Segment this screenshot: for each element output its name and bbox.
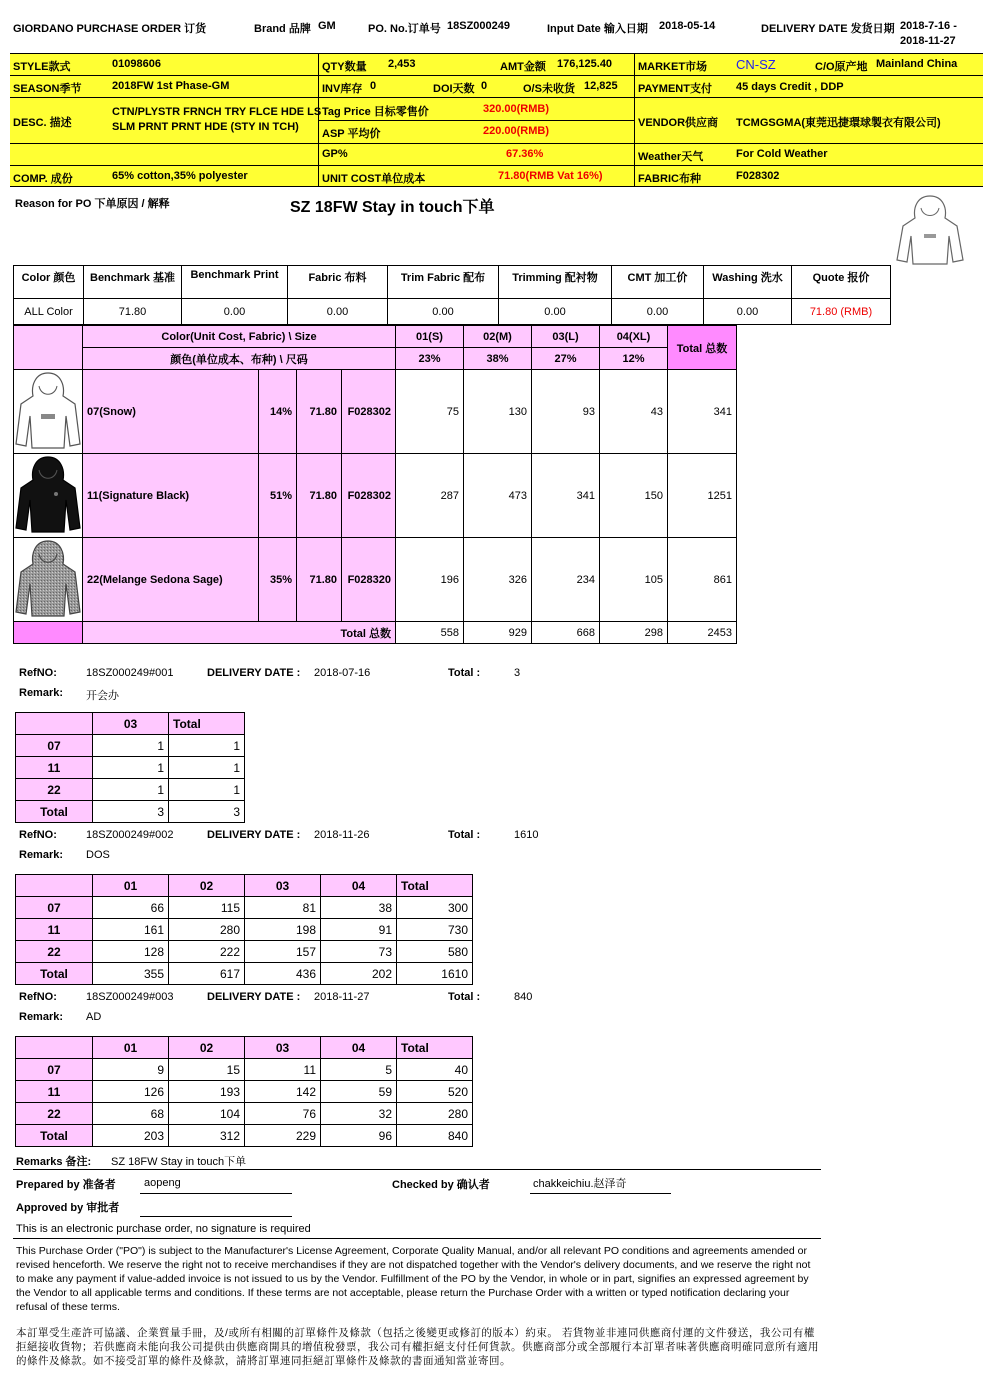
sub-cell: 1 (93, 779, 169, 801)
cost-cell: 0.00 (182, 299, 288, 325)
company-title: GIORDANO PURCHASE ORDER 订货 (13, 23, 207, 35)
sub-row-label: 11 (16, 919, 93, 941)
sub-sum: 229 (245, 1125, 321, 1147)
weather-label: Weather天气 (638, 151, 704, 163)
refno-label: RefNO: (19, 829, 57, 841)
color-name: 22(Melange Sedona Sage) (83, 538, 259, 622)
po-label: PO. No.订单号 (368, 23, 441, 35)
cost-header-quote: Quote 报价 (792, 266, 891, 299)
sub-cell: 81 (245, 897, 321, 919)
cost-header-color: Color 颜色 (14, 266, 84, 299)
tag-price-value: 320.00(RMB) (483, 103, 550, 115)
cost-header-trimming: Trimming 配衬物 (499, 266, 612, 299)
os-label: O/S未收货 (523, 83, 575, 95)
sub-sum-label: Total (16, 1125, 93, 1147)
cost-table (13, 265, 891, 325)
size-sum: 558 (396, 622, 464, 644)
sub-sum: 96 (321, 1125, 397, 1147)
sub-cell: 1 (93, 757, 169, 779)
sub-total-header: Total (397, 875, 473, 897)
origin-label: C/O原产地 (815, 61, 868, 73)
amt-value: 176,125.40 (557, 58, 613, 70)
sub-cell: 280 (169, 919, 245, 941)
size-table-title-en: Color(Unit Cost, Fabric) \ Size (83, 326, 396, 348)
total-value: 1610 (514, 829, 539, 841)
size-pct: 23% (396, 348, 464, 370)
total-value: 3 (514, 667, 521, 679)
sub-row-total: 40 (397, 1059, 473, 1081)
sub-cell: 128 (93, 941, 169, 963)
color-cost: 71.80 (297, 454, 342, 538)
size-table-title-cn: 颜色(单位成本、布种) \ 尺码 (83, 348, 396, 370)
black-hoodie-icon (14, 454, 82, 534)
sub-row-total: 520 (397, 1081, 473, 1103)
remarks-label: Remarks 备注: (16, 1156, 92, 1168)
refno-value: 18SZ000249#003 (86, 991, 174, 1003)
sub-cell: 38 (321, 897, 397, 919)
sub-total-header: Total (169, 713, 245, 735)
sub-cell: 91 (321, 919, 397, 941)
terms-chinese: 本訂單受生產許可協議、企業質量手冊，及/或所有相關的訂單條件及條款（包括之後變更或修訂的版本）約束。 若貨物並非連同供應商付運的文件發送，我公司有權拒絕接收貨物；若供應商未能向我公司提供由供應商開具的增值稅發票，我公司有權拒絕支付任何貨款。供應商部分或全部履行本訂單者味著供應商明確同意所有適用的條件及條款。如不接受訂單的條件及條款，請將訂單連同拒絕訂單條件及條款的書面通知當並寄回。 (16, 1327, 819, 1367)
sub-cell: 66 (93, 897, 169, 919)
cost-cell-quote: 71.80 (RMB) (792, 299, 891, 325)
reason-text: SZ 18FW Stay in touch下单 (290, 199, 495, 216)
grey-hoodie-icon (14, 538, 82, 618)
sub-row-label: 22 (16, 1103, 93, 1125)
sub-sum-total: 3 (169, 801, 245, 823)
size-header: 04(XL) (600, 326, 668, 348)
qty-cell: 326 (464, 538, 532, 622)
brand-label: Brand 品牌 (254, 23, 311, 35)
input-date: 2018-05-14 (659, 20, 716, 32)
cost-header-trim-fabric: Trim Fabric 配布 (388, 266, 499, 299)
delivery-label: DELIVERY DATE : (207, 829, 301, 841)
sub-col-header: 02 (169, 1037, 245, 1059)
sub-cell: 11 (245, 1059, 321, 1081)
cost-header-benchmark: Benchmark 基准 (84, 266, 182, 299)
color-pct: 35% (259, 538, 297, 622)
sub-row-label: 22 (16, 941, 93, 963)
sub-col-header: 03 (245, 1037, 321, 1059)
sub-cell: 126 (93, 1081, 169, 1103)
sub-row-label: 07 (16, 735, 93, 757)
delivery-table-003 (15, 1036, 473, 1147)
refno-value: 18SZ000249#001 (86, 667, 174, 679)
reason-label: Reason for PO 下单原因 / 解释 (15, 198, 170, 210)
cost-cell: 0.00 (288, 299, 388, 325)
size-pct: 12% (600, 348, 668, 370)
po-number: 18SZ000249 (447, 20, 510, 32)
sub-row-label: 22 (16, 779, 93, 801)
payment-value: 45 days Credit , DDP (736, 81, 844, 93)
sub-col-header: 01 (93, 875, 169, 897)
delivery-date-range-end: 2018-11-27 (900, 35, 956, 47)
size-header: 01(S) (396, 326, 464, 348)
remark-value: 开会办 (86, 690, 119, 702)
sub-cell: 157 (245, 941, 321, 963)
refno-label: RefNO: (19, 991, 57, 1003)
qty-value: 2,453 (388, 58, 416, 70)
cost-cell: 0.00 (388, 299, 499, 325)
qty-cell: 43 (600, 370, 668, 454)
style-value: 01098606 (112, 58, 161, 70)
size-header: 02(M) (464, 326, 532, 348)
unit-cost-label: UNIT COST单位成本 (322, 173, 426, 185)
fabric-label: FABRIC布种 (638, 173, 701, 185)
sub-sum: 203 (93, 1125, 169, 1147)
color-cost: 71.80 (297, 370, 342, 454)
delivery-value: 2018-11-26 (314, 829, 370, 841)
total-label: Total : (448, 667, 481, 679)
product-thumb-black (14, 454, 83, 538)
vendor-value: TCMGSGMA(東莞迅捷環球製衣有限公司) (736, 117, 941, 129)
sub-sum: 617 (169, 963, 245, 985)
grand-total-label: Total 总数 (83, 622, 396, 644)
sub-row-total: 300 (397, 897, 473, 919)
qty-cell: 93 (532, 370, 600, 454)
vendor-label: VENDOR供应商 (638, 117, 719, 129)
payment-label: PAYMENT支付 (638, 83, 712, 95)
checked-label: Checked by 确认者 (392, 1179, 490, 1191)
white-hoodie-icon (14, 370, 82, 450)
season-value: 2018FW 1st Phase-GM (112, 80, 230, 92)
delivery-table-001 (15, 712, 245, 823)
cost-cell: 0.00 (499, 299, 612, 325)
sub-row-total: 1 (169, 779, 245, 801)
style-label: STYLE款式 (13, 61, 71, 73)
sub-cell: 1 (93, 735, 169, 757)
sub-row-total: 730 (397, 919, 473, 941)
sub-row-total: 280 (397, 1103, 473, 1125)
inv-label: INV库存 (322, 83, 363, 95)
doi-label: DOI天数 (433, 83, 475, 95)
delivery-value: 2018-11-27 (314, 991, 370, 1003)
sub-sum-total: 1610 (397, 963, 473, 985)
color-fabric: F028302 (342, 454, 396, 538)
sub-cell: 9 (93, 1059, 169, 1081)
sub-col-header: 03 (245, 875, 321, 897)
remark-label: Remark: (19, 849, 64, 861)
sub-row-total: 580 (397, 941, 473, 963)
size-sum: 298 (600, 622, 668, 644)
asp-value: 220.00(RMB) (483, 125, 550, 137)
sub-cell: 115 (169, 897, 245, 919)
weather-value: For Cold Weather (736, 148, 828, 160)
sub-sum-label: Total (16, 801, 93, 823)
approved-label: Approved by 审批者 (16, 1202, 120, 1214)
comp-value: 65% cotton,35% polyester (112, 170, 248, 182)
sub-row-total: 1 (169, 757, 245, 779)
sub-row-label: 11 (16, 757, 93, 779)
tag-price-label: Tag Price 目标零售价 (322, 106, 429, 118)
comp-label: COMP. 成份 (13, 173, 73, 185)
remark-label: Remark: (19, 1011, 64, 1023)
grand-total: 2453 (668, 622, 737, 644)
qty-row-total: 861 (668, 538, 737, 622)
sub-row-label: 11 (16, 1081, 93, 1103)
info-block (10, 53, 983, 187)
sub-cell: 104 (169, 1103, 245, 1125)
sub-row-label: 07 (16, 1059, 93, 1081)
size-pct: 27% (532, 348, 600, 370)
qty-row-total: 341 (668, 370, 737, 454)
qty-cell: 341 (532, 454, 600, 538)
sub-col-header: 02 (169, 875, 245, 897)
delivery-label: DELIVERY DATE : (207, 667, 301, 679)
desc-label: DESC. 描述 (13, 117, 72, 129)
desc-line-2: SLM PRNT PRNT HDE (STY IN TCH) (112, 121, 299, 133)
market-value: CN-SZ (736, 57, 776, 72)
color-fabric: F028302 (342, 370, 396, 454)
sub-cell: 222 (169, 941, 245, 963)
prepared-label: Prepared by 准备者 (16, 1179, 116, 1191)
sub-cell: 76 (245, 1103, 321, 1125)
gp-label: GP% (322, 148, 348, 160)
origin-value: Mainland China (876, 58, 958, 70)
inv-value: 0 (370, 80, 377, 92)
delivery-date-range-start: 2018-7-16 - (900, 20, 957, 32)
unit-cost-value: 71.80(RMB Vat 16%) (498, 170, 603, 182)
sub-cell: 59 (321, 1081, 397, 1103)
asp-label: ASP 平均价 (322, 128, 381, 140)
color-name: 11(Signature Black) (83, 454, 259, 538)
doi-value: 0 (481, 80, 488, 92)
sub-cell: 15 (169, 1059, 245, 1081)
sub-col-header: 01 (93, 1037, 169, 1059)
prepared-value: aopeng (144, 1177, 181, 1189)
season-label: SEASON季节 (13, 83, 82, 95)
cost-header-washing: Washing 洗水 (704, 266, 792, 299)
cost-cell: 0.00 (612, 299, 704, 325)
sub-row-label: 07 (16, 897, 93, 919)
color-cost: 71.80 (297, 538, 342, 622)
qty-cell: 75 (396, 370, 464, 454)
sub-sum-total: 840 (397, 1125, 473, 1147)
sub-sum: 355 (93, 963, 169, 985)
electronic-notice: This is an electronic purchase order, no signature is required (16, 1223, 311, 1235)
qty-row-total: 1251 (668, 454, 737, 538)
size-total-header: Total 总数 (668, 326, 737, 370)
cost-header-fabric: Fabric 布料 (288, 266, 388, 299)
sub-sum-label: Total (16, 963, 93, 985)
total-label: Total : (448, 991, 481, 1003)
sub-col-header: 03 (93, 713, 169, 735)
sub-cell: 198 (245, 919, 321, 941)
remarks-value: SZ 18FW Stay in touch下单 (111, 1156, 247, 1168)
sub-sum: 3 (93, 801, 169, 823)
size-color-table (13, 325, 737, 644)
color-fabric: F028320 (342, 538, 396, 622)
qty-label: QTY数量 (322, 61, 367, 73)
os-value: 12,825 (584, 80, 618, 92)
size-pct: 38% (464, 348, 532, 370)
gp-value: 67.36% (506, 148, 544, 160)
remark-value: AD (86, 1011, 102, 1023)
cost-header-cmt: CMT 加工价 (612, 266, 704, 299)
hoodie-thumbnail-icon (893, 192, 967, 268)
delivery-date-label: DELIVERY DATE 发货日期 (761, 23, 895, 35)
remark-value: DOS (86, 849, 110, 861)
delivery-value: 2018-07-16 (314, 667, 371, 679)
size-sum: 929 (464, 622, 532, 644)
desc-line-1: CTN/PLYSTR FRNCH TRY FLCE HDE LS (112, 106, 322, 118)
qty-cell: 150 (600, 454, 668, 538)
color-pct: 14% (259, 370, 297, 454)
cost-cell: 0.00 (704, 299, 792, 325)
qty-cell: 130 (464, 370, 532, 454)
sub-col-header: 04 (321, 1037, 397, 1059)
refno-label: RefNO: (19, 667, 57, 679)
sub-cell: 32 (321, 1103, 397, 1125)
qty-cell: 105 (600, 538, 668, 622)
delivery-table-002 (15, 874, 473, 985)
total-value: 840 (514, 991, 533, 1003)
input-date-label: Input Date 输入日期 (547, 23, 648, 35)
fabric-value: F028302 (736, 170, 780, 182)
qty-cell: 196 (396, 538, 464, 622)
total-label: Total : (448, 829, 481, 841)
delivery-label: DELIVERY DATE : (207, 991, 301, 1003)
qty-cell: 287 (396, 454, 464, 538)
product-thumb-snow (14, 370, 83, 454)
color-name: 07(Snow) (83, 370, 259, 454)
sub-sum: 312 (169, 1125, 245, 1147)
terms-english: This Purchase Order ("PO") is subject to the Manufacturer's License Agreement, Corporate Quality Manual, and/or all relevant PO conditions and agreements amended or revised henceforth. We reserve the right not to receive merchandises if they are not dispatched together with the Vendor's delivery documents, and we reserve the right not to make any payment if value-added invoice is not issued to us by the Vendor. Fulfillment of the PO by the Vendor, in whole or in part, signifies an expressed agreement by the Vendor to all applicable terms and conditions. If these terms are not acceptable, please return the Purchase Order with a written or typed notification declaring your refusal of these terms. (16, 1245, 811, 1313)
qty-cell: 234 (532, 538, 600, 622)
sub-sum: 436 (245, 963, 321, 985)
sub-col-header: 04 (321, 875, 397, 897)
size-header: 03(L) (532, 326, 600, 348)
brand-value: GM (318, 20, 336, 32)
cost-cell: 71.80 (84, 299, 182, 325)
sub-row-total: 1 (169, 735, 245, 757)
size-sum: 668 (532, 622, 600, 644)
checked-value: chakkeichiu.赵泽奇 (533, 1178, 627, 1190)
sub-total-header: Total (397, 1037, 473, 1059)
cost-header-benchmark-print: Benchmark Print (182, 266, 288, 299)
sub-cell: 68 (93, 1103, 169, 1125)
sub-cell: 142 (245, 1081, 321, 1103)
product-thumb-melange (14, 538, 83, 622)
sub-cell: 5 (321, 1059, 397, 1081)
color-pct: 51% (259, 454, 297, 538)
cost-cell: ALL Color (14, 299, 84, 325)
remark-label: Remark: (19, 687, 64, 699)
sub-sum: 202 (321, 963, 397, 985)
sub-cell: 73 (321, 941, 397, 963)
qty-cell: 473 (464, 454, 532, 538)
refno-value: 18SZ000249#002 (86, 829, 174, 841)
amt-label: AMT金额 (500, 61, 546, 73)
sub-cell: 161 (93, 919, 169, 941)
market-label: MARKET市场 (638, 61, 708, 73)
sub-cell: 193 (169, 1081, 245, 1103)
